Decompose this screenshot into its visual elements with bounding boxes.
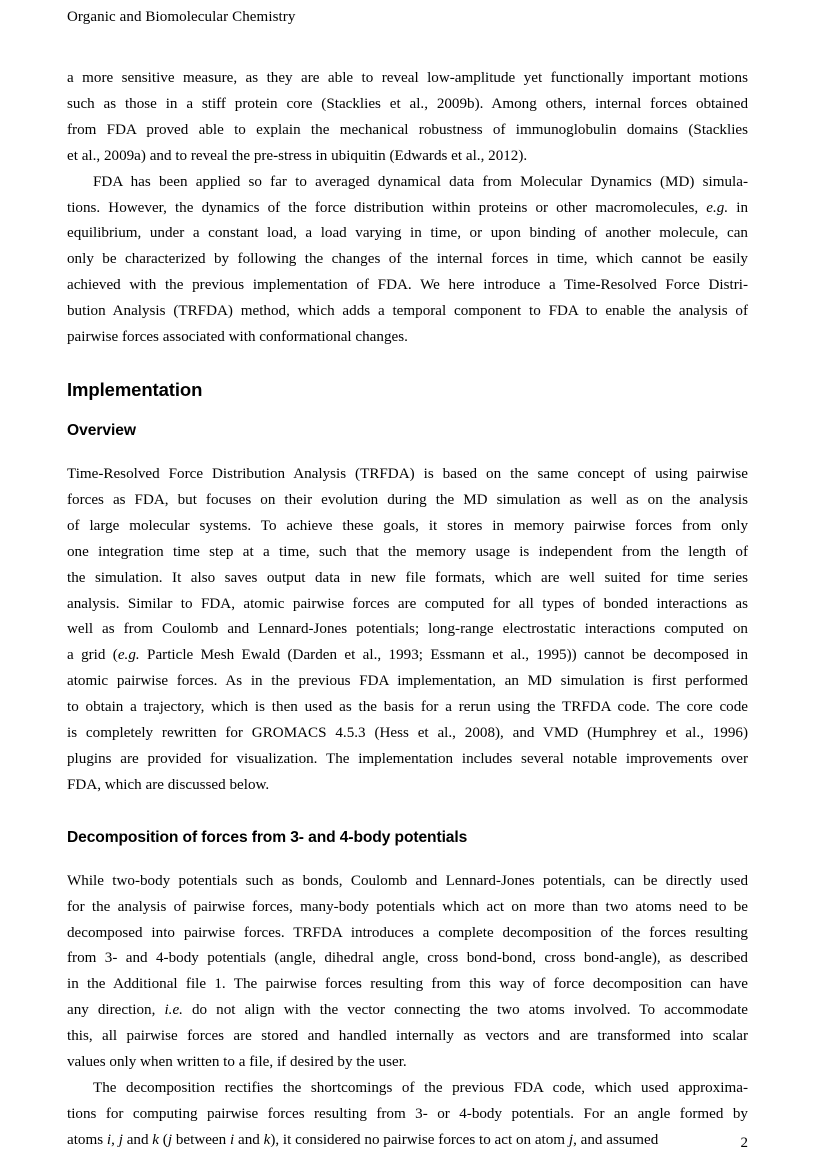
emphasis-eg: e.g.	[117, 647, 140, 664]
text-line: to obtain a trajectory, which is then used as the basis for a rerun using the TRFDA code. The core code	[67, 699, 748, 716]
subsection-heading-decomposition: Decomposition of forces from 3- and 4-body potentials	[67, 828, 468, 846]
text-line: achieved with the previous implementation of FDA. We here introduce a Time-Resolved Force Distri-	[67, 277, 748, 294]
text-line: for the analysis of pairwise forces, many-body potentials which act on more than two atoms need to be	[67, 898, 748, 915]
variable-j: j	[167, 1131, 173, 1148]
text-line: of large molecular systems. To achieve these goals, it stores in memory pairwise forces from only	[67, 517, 748, 534]
text-line: any direction, i.e. do not align with the vector connecting the two atoms involved. To accommodate	[67, 1002, 748, 1019]
spacer	[67, 848, 748, 869]
text-line: is completely rewritten for GROMACS 4.5.3 (Hess et al., 2008), and VMD (Humphrey et al., 1996)	[67, 725, 748, 742]
variable-k: k	[263, 1131, 271, 1148]
text-line: plugins are provided for visualization. The implementation includes several notable improvements over	[67, 750, 748, 767]
subsection-heading-overview: Overview	[67, 421, 136, 439]
paragraph-decomposition-rectifies	[67, 1076, 748, 1154]
page-content-column	[67, 0, 748, 1154]
text-run: FDA has been applied so far to averaged dynamical data from Molecular Dynamics (MD) simula-	[93, 173, 748, 190]
text-line: from FDA proved able to explain the mechanical robustness of immunoglobulin domains (Stacklies	[67, 121, 748, 138]
paragraph-decomposition-body	[67, 869, 748, 1076]
spacer	[67, 351, 748, 378]
text-line: tions. However, the dynamics of the force distribution within proteins or other macromolecules, e.g. in	[67, 199, 748, 216]
text-line: forces as FDA, but focuses on their evolution during the MD simulation as well as on the analysis	[67, 491, 748, 508]
variable-i: i	[106, 1131, 112, 1148]
text-line: a grid (e.g. Particle Mesh Ewald (Darden et al., 1993; Essmann et al., 1995)) cannot be decomposed in	[67, 647, 749, 664]
paragraph-overview-body	[67, 462, 748, 799]
paragraph-fda-background	[67, 170, 748, 351]
text-line: the simulation. It also saves output data in new file formats, which are well suited for time series	[67, 569, 748, 586]
text-line: Time-Resolved Force Distribution Analysis (TRFDA) is based on the same concept of using pairwise	[67, 465, 748, 482]
emphasis-ie: i.e.	[164, 1002, 183, 1019]
running-header: Organic and Biomolecular Chemistry	[67, 9, 296, 25]
text-line: analysis. Similar to FDA, atomic pairwise forces are computed for all types of bonded interactions as	[67, 595, 748, 612]
variable-j: j	[568, 1131, 574, 1148]
text-line: from 3- and 4-body potentials (angle, dihedral angle, cross bond-bond, cross bond-angle), as described	[67, 950, 748, 967]
section-heading-implementation: Implementation	[67, 378, 203, 400]
text-line: pairwise forces associated with conformational changes.	[67, 329, 408, 346]
paragraph-continuation	[67, 66, 748, 170]
text-line: bution Analysis (TRFDA) method, which adds a temporal component to FDA to enable the analysis of	[67, 303, 748, 320]
text-line	[67, 1076, 748, 1102]
text-line: only be characterized by following the changes of the internal forces in time, which cannot be easily	[67, 251, 748, 268]
text-line: decomposed into pairwise forces. TRFDA introduces a complete decomposition of the forces resulting	[67, 924, 748, 941]
spacer	[67, 26, 748, 66]
variable-i: i	[230, 1131, 235, 1148]
text-line: While two-body potentials such as bonds, Coulomb and Lennard-Jones potentials, can be directly used	[67, 872, 748, 889]
text-line: this, all pairwise forces are stored and handled internally as vectors and are transformed into scalar	[67, 1028, 748, 1045]
emphasis-eg: e.g.	[706, 199, 729, 216]
text-line: atoms i, j and k (j between i and k), it considered no pairwise forces to act on atom j, and assumed	[67, 1131, 659, 1148]
text-line: such as those in a stiff protein core (Stacklies et al., 2009b). Among others, internal forces obtained	[67, 95, 748, 112]
spacer	[67, 799, 748, 828]
text-line: et al., 2009a) and to reveal the pre-stress in ubiquitin (Edwards et al., 2012).	[67, 147, 528, 164]
text-line: one integration time step at a time, such that the memory usage is independent from the length of	[67, 543, 748, 560]
text-line: atomic pairwise forces. As in the previous FDA implementation, an MD simulation is first performed	[67, 673, 748, 690]
text-line: values only when written to a file, if desired by the user.	[67, 1054, 407, 1071]
text-line: in the Additional file 1. The pairwise forces resulting from this way of force decomposition can have	[67, 976, 748, 993]
spacer	[67, 441, 748, 462]
variable-j: j	[118, 1131, 123, 1148]
text-line: tions for computing pairwise forces resulting from 3- or 4-body potentials. For an angle formed by	[67, 1105, 748, 1122]
variable-k: k	[152, 1131, 160, 1148]
text-line: a more sensitive measure, as they are able to reveal low-amplitude yet functionally important motions	[67, 70, 748, 86]
text-line: well as from Coulomb and Lennard-Jones potentials; long-range electrostatic interactions computed on	[67, 621, 748, 638]
page-number: 2	[740, 1135, 748, 1151]
text-line: equilibrium, under a constant load, a load varying in time, or upon binding of another molecule, can	[67, 225, 748, 242]
text-run: The decomposition rectifies the shortcomings of the previous FDA code, which used approxima-	[93, 1080, 748, 1096]
text-line	[67, 170, 748, 196]
text-line: FDA, which are discussed below.	[67, 776, 270, 793]
spacer	[67, 402, 748, 421]
